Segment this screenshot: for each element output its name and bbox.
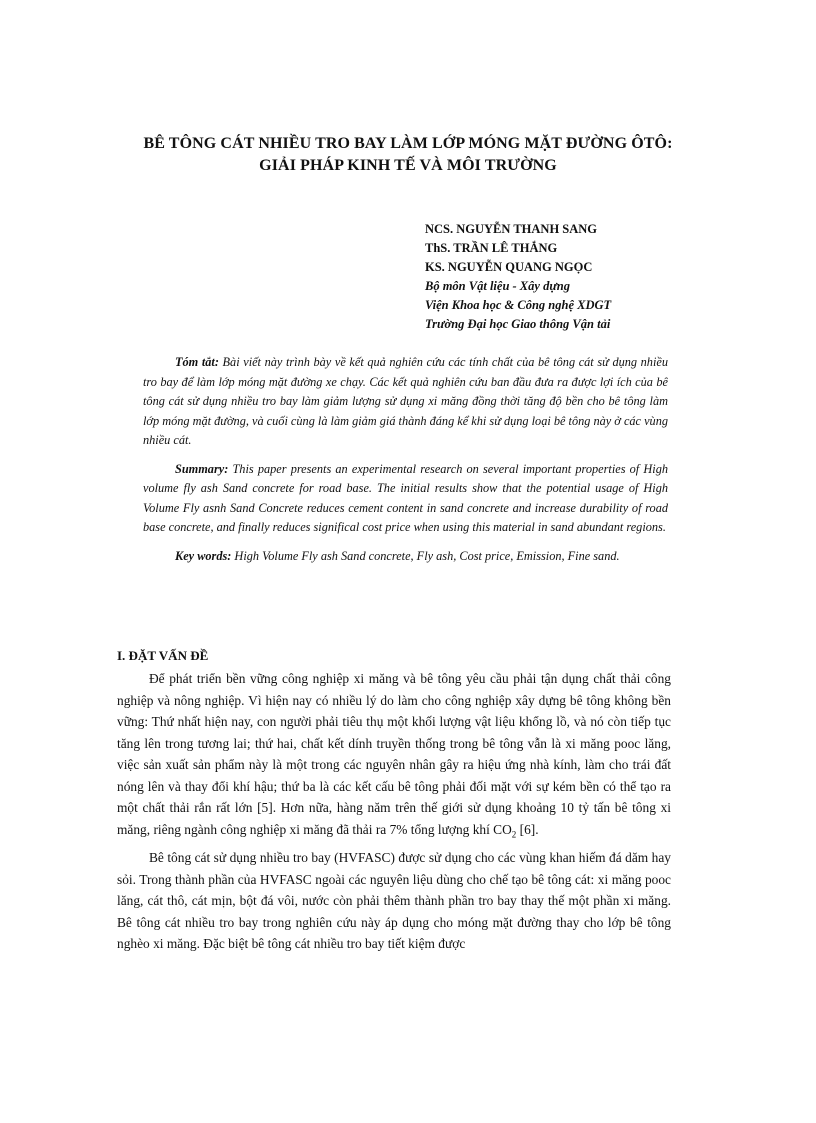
keywords-label: Key words: — [175, 548, 232, 563]
affiliation: Viện Khoa học & Công nghệ XDGT — [425, 298, 612, 312]
abstract-en-text: This paper presents an experimental research on several important properties of High volume fly ash Sand concrete for road base. The initial results show that the potential usage of High Volume Fly asnh Sand Concrete reduces cement content in sand concrete and increase durability of road base concrete, and finally reduces significal cost price when using this material in sand abundant regions. — [143, 461, 668, 534]
abstract-vietnamese — [143, 353, 668, 451]
affiliation: Bộ môn Vật liệu - Xây dựng — [425, 279, 571, 293]
abstract-vn-text: Bài viết này trình bày về kết quả nghiên cứu các tính chất của bê tông cát sử dụng nhiều tro bay để làm lớp móng mặt đường xe chạy. Các kết quả nghiên cứu ban đầu đưa ra được lợi ích của bê tông cát sử dụng nhiều tro bay làm giảm lượng sử dụng xi măng đồng thời tăng độ bền cho bê tông làm lớp móng mặt đường, và cuối cùng là làm giảm giá thành đáng kể khi sử dụng loại bê tông này ở các vùng nhiều cát. — [143, 355, 668, 447]
title-line-2: GIẢI PHÁP KINH TẾ VÀ MÔI TRƯỜNG — [259, 157, 557, 174]
author-name: KS. NGUYỄN QUANG NGỌC — [425, 260, 593, 274]
author-name: ThS. TRẦN LÊ THẮNG — [425, 241, 558, 255]
abstract-english — [143, 460, 668, 538]
abstract-en-label: Summary: — [175, 461, 229, 476]
affiliation: Trường Đại học Giao thông Vận tải — [425, 317, 611, 331]
body-paragraph — [117, 668, 671, 840]
section-heading: I. ĐẶT VẤN ĐỀ — [117, 648, 209, 663]
keywords-text: High Volume Fly ash Sand concrete, Fly ash, Cost price, Emission, Fine sand. — [231, 548, 620, 563]
body-paragraph: Bê tông cát sử dụng nhiều tro bay (HVFASC) được sử dụng cho các vùng khan hiếm đá dăm hay sỏi. Trong thành phần của HVFASC ngoài các nguyên liệu dùng cho chế tạo bê tông cát: xi măng pooc lăng, cát thô, cát mịn, bột đá vôi, nước còn phải thêm thành phần tro bay thay thế một phần xi măng. Bê tông cát nhiều tro bay trong nghiên cứu này áp dụng cho móng mặt đường thay cho lớp bê tông nghèo xi măng. Đặc biệt bê tông cát nhiều tro bay tiết kiệm được — [117, 850, 671, 951]
paragraph-1-end: [6]. — [516, 821, 539, 837]
abstract-block — [143, 353, 668, 575]
subscript-2: 2 — [511, 829, 517, 840]
section-body — [117, 668, 671, 962]
title-line-1: BÊ TÔNG CÁT NHIỀU TRO BAY LÀM LỚP MÓNG MẶT ĐƯỜNG ÔTÔ: — [143, 135, 673, 152]
keywords — [143, 547, 668, 567]
author-name: NCS. NGUYỄN THANH SANG — [425, 222, 598, 236]
author-block — [425, 220, 725, 334]
paper-title — [100, 133, 716, 177]
abstract-vn-label: Tóm tắt: — [175, 355, 219, 369]
paragraph-1-text: Để phát triển bền vững công nghiệp xi măng và bê tông yêu cầu phải tận dụng chất thải công nghiệp và nông nghiệp. Vì hiện nay có nhiều lý do làm cho công nghiệp xây dựng bê tông không bền vững: Thứ nhất hiện nay, con người phải tiêu thụ một khối lượng vật liệu khổng lồ, và nó còn tiếp tục tăng lên trong tương lai; thứ hai, chất kết dính truyền thống trong bê tông vẫn là xi măng pooc lăng, việc sản xuất sản phẩm này là một trong các nguyên nhân gây ra hiệu ứng nhà kính, làm cho trái đất nóng lên và thay đổi khí hậu; thứ ba là các kết cấu bê tông phải đối mặt với sự kém bền có thể tạo ra một chất thải rắn rất lớn [5]. Hơn nữa, hàng năm trên thế giới sử dụng khoảng 10 tỷ tấn bê tông xi măng, riêng ngành công nghiệp xi măng đã thải ra 7% tổng lượng khí CO — [117, 671, 671, 837]
